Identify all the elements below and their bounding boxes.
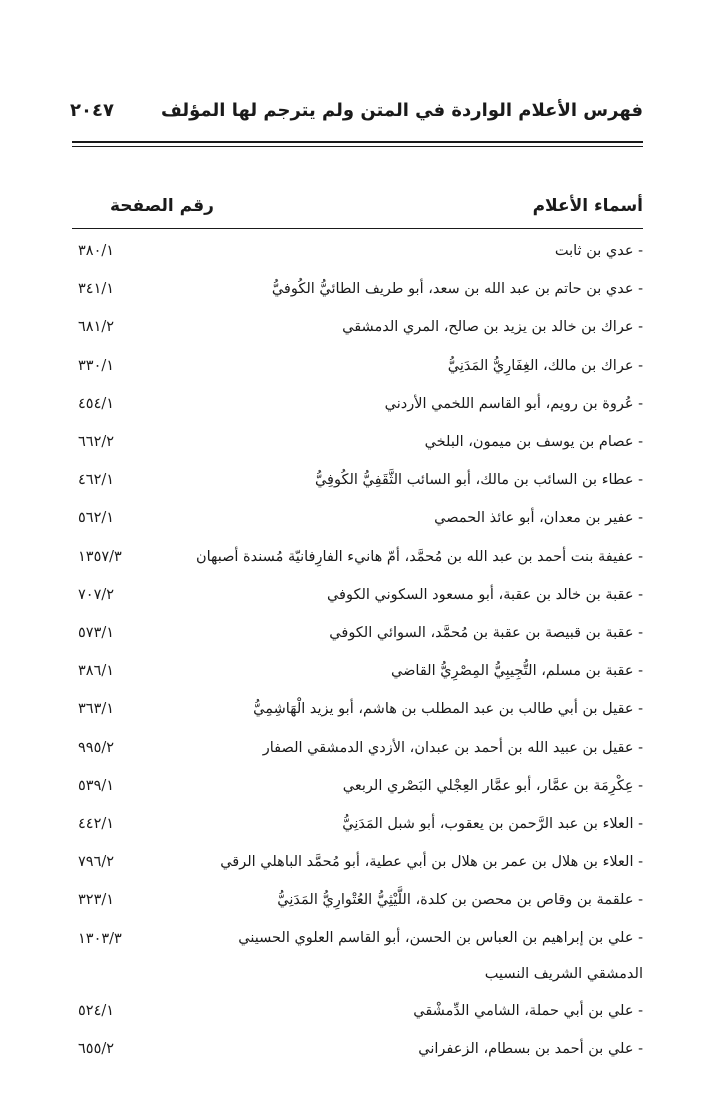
entry-name: - علي بن أحمد بن بسطام، الزعفراني	[418, 1040, 643, 1057]
entry-page-ref: ٥٦٢/١	[78, 510, 115, 527]
index-entry	[70, 1030, 643, 1068]
index-entry	[70, 843, 643, 881]
entry-name: - عدي بن حاتم بن عبد الله بن سعد، أبو طريف الطائيُّ الكُوفيُّ	[271, 281, 643, 298]
entry-page-ref: ٥٢٤/١	[78, 1002, 115, 1019]
index-entry	[70, 920, 643, 992]
index-entry	[70, 992, 643, 1030]
entry-page-ref: ١٣٠٣/٣	[78, 930, 122, 947]
entry-page-ref: ٧٠٧/٢	[78, 586, 115, 603]
index-entry	[70, 232, 643, 270]
index-entry	[70, 767, 643, 805]
index-entry	[70, 690, 643, 728]
entry-page-ref: ٦٦٢/٢	[78, 434, 115, 451]
entry-name: - علي بن إبراهيم بن العباس بن الحسن، أبو القاسم العلوي الحسيني الدمشقي الشريف النسيب	[238, 929, 643, 982]
entry-page-ref: ٤٥٤/١	[78, 395, 115, 412]
index-entry	[70, 652, 643, 690]
entry-page-ref: ٥٣٩/١	[78, 777, 115, 794]
entry-name: - عفيفة بنت أحمد بن عبد الله بن مُحمَّد، أمّ هانيء الفارِفانيّة مُسندة أصبهان	[195, 548, 643, 565]
header-rule-thin	[72, 146, 643, 147]
column-header-page: رقم الصفحة	[110, 196, 214, 216]
entry-page-ref: ٣٢٣/١	[78, 892, 115, 909]
entry-name: - عُروة بن رويم، أبو القاسم اللخمي الأردني	[384, 395, 643, 412]
index-entry	[70, 461, 643, 499]
entry-name: - علي بن أبي حملة، الشامي الدِّمشْقي	[413, 1002, 643, 1019]
entry-page-ref: ٣٨٦/١	[78, 663, 115, 680]
index-entry	[70, 270, 643, 308]
entry-name: - العلاء بن هلال بن عمر بن هلال بن أبي عطية، أبو مُحمَّد الباهلي الرقي	[220, 854, 643, 871]
index-entry	[70, 423, 643, 461]
entry-page-ref: ٣٣٠/١	[78, 357, 115, 374]
entry-page-ref: ٤٦٢/١	[78, 472, 115, 489]
entry-name: - عصام بن يوسف بن ميمون، البلخي	[424, 434, 643, 451]
entry-name: - عقيل بن عبيد الله بن أحمد بن عبدان، الأزدي الدمشقي الصفار	[262, 739, 643, 756]
entry-name: - عدي بن ثابت	[554, 243, 643, 259]
running-title: فهرس الأعلام الواردة في المتن ولم يترجم لها المؤلف	[160, 100, 643, 121]
index-entry	[70, 881, 643, 919]
entry-name: - عراك بن خالد بن يزيد بن صالح، المري الدمشقي	[342, 319, 643, 336]
entry-page-ref: ٥٧٣/١	[78, 625, 115, 642]
column-header-rule	[72, 228, 643, 229]
page-number: ٢٠٤٧	[70, 100, 114, 121]
entry-page-ref: ٦٨١/٢	[78, 319, 115, 336]
entry-name: - عفير بن معدان، أبو عائذ الحمصي	[434, 510, 643, 527]
entry-name: - علقمة بن وقاص بن محصن بن كلدة، اللَّيْثِيُّ العُتْوارِيُّ المَدَنِيُّ	[277, 892, 643, 909]
entry-page-ref: ٤٤٢/١	[78, 816, 115, 833]
entry-page-ref: ٩٩٥/٢	[78, 739, 115, 756]
entry-page-ref: ٦٥٥/٢	[78, 1040, 115, 1057]
index-entry	[70, 614, 643, 652]
entry-name: - عراك بن مالك، الغِفَارِيُّ المَدَنِيُّ	[447, 357, 643, 374]
entry-name: - العلاء بن عبد الرَّحمن بن يعقوب، أبو شبل المَدَنِيُّ	[342, 816, 643, 833]
entry-page-ref: ٧٩٦/٢	[78, 854, 115, 871]
index-entries	[70, 232, 643, 1068]
index-entry	[70, 805, 643, 843]
entry-name: - عطاء بن السائب بن مالك، أبو السائب الثَّقَفِيُّ الكُوفِيُّ	[314, 472, 643, 489]
running-header	[70, 100, 643, 134]
entry-name: - عقيل بن أبي طالب بن عبد المطلب بن هاشم، أبو يزيد الْهَاشِمِيُّ	[253, 701, 643, 718]
entry-name: - عقبة بن خالد بن عقبة، أبو مسعود السكوني الكوفي	[326, 586, 643, 603]
entry-page-ref: ٣٤١/١	[78, 281, 115, 298]
index-entry	[70, 499, 643, 537]
index-entry	[70, 347, 643, 385]
entry-page-ref: ١٣٥٧/٣	[78, 548, 122, 565]
header-rule-thick	[72, 141, 643, 143]
entry-page-ref: ٣٨٠/١	[78, 243, 115, 259]
index-entry	[70, 308, 643, 346]
entry-name: - عِكْرِمَة بن عمَّار، أبو عمَّار العِجْلي البَصْري الربعي	[342, 777, 643, 794]
index-entry	[70, 385, 643, 423]
index-entry	[70, 538, 643, 576]
index-entry	[70, 729, 643, 767]
column-headers	[70, 196, 643, 226]
entry-name: - عقبة بن قبيصة بن عقبة بن مُحمَّد، السوائي الكوفي	[329, 625, 643, 642]
entry-name: - عقبة بن مسلم، التُّجِيبِيُّ المِصْرِيُّ القاضي	[391, 663, 643, 680]
index-entry	[70, 576, 643, 614]
column-header-names: أسماء الأعلام	[532, 196, 643, 216]
entry-page-ref: ٣٦٣/١	[78, 701, 115, 718]
